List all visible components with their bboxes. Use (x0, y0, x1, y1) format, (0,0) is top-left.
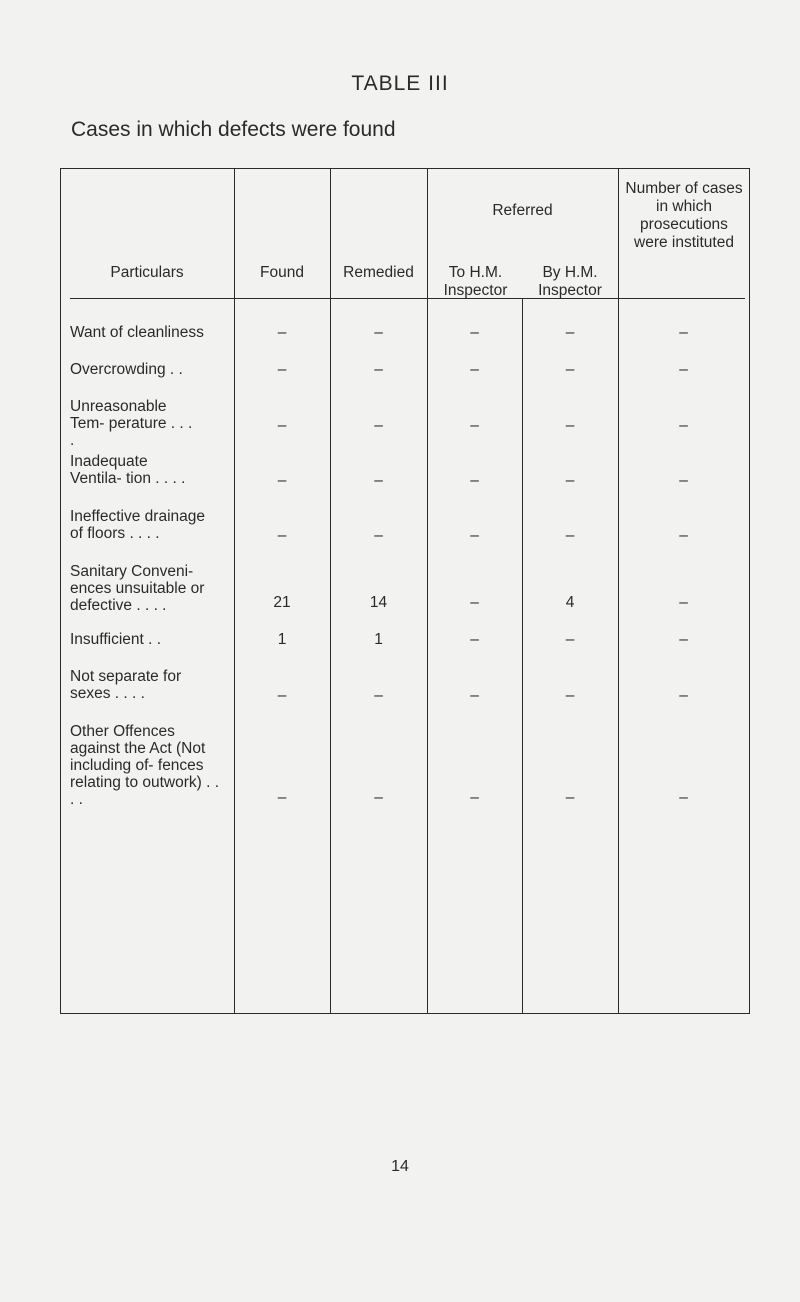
header-rule (70, 298, 745, 299)
header-referred: Referred (492, 202, 553, 219)
header-particulars: Particulars (110, 264, 184, 281)
row-label: Want of cleanliness (70, 324, 204, 341)
page-number: 14 (391, 1158, 409, 1175)
cell-found: 21 (273, 594, 291, 611)
cell-by-hm: – (565, 472, 575, 489)
col-rule-found (234, 168, 235, 1014)
cell-found: – (277, 527, 287, 544)
table-top-rule (60, 168, 750, 169)
cell-prosecutions: – (679, 687, 688, 704)
cell-by-hm: – (565, 687, 575, 704)
cell-remedied: – (374, 687, 383, 704)
cell-to-hm: – (470, 324, 479, 341)
cell-found: – (277, 324, 287, 341)
page-subtitle: Cases in which defects were found (71, 118, 396, 141)
cell-remedied: – (374, 789, 383, 806)
cell-found: 1 (277, 631, 287, 648)
cell-prosecutions: – (679, 417, 688, 434)
header-by-hm: By H.M. Inspector (538, 264, 602, 299)
cell-prosecutions: – (679, 527, 688, 544)
cell-to-hm: – (470, 789, 479, 806)
cell-found: – (277, 789, 287, 806)
col-rule-prosecutions (618, 168, 619, 1014)
cell-to-hm: – (470, 527, 479, 544)
cell-by-hm: – (565, 417, 575, 434)
cell-to-hm: – (470, 594, 479, 611)
cell-remedied: – (374, 527, 383, 544)
col-rule-remedied (330, 168, 331, 1014)
header-found: Found (260, 264, 304, 281)
row-label: Unreasonable Tem- perature . . . . (70, 398, 193, 449)
cell-prosecutions: – (679, 361, 688, 378)
cell-remedied: – (374, 472, 383, 489)
cell-to-hm: – (470, 417, 479, 434)
header-remedied: Remedied (343, 264, 414, 281)
cell-to-hm: – (470, 631, 479, 648)
row-label: Other Offences against the Act (Not including of- fences relating to outwork) . . . . (70, 723, 220, 808)
cell-prosecutions: – (679, 594, 688, 611)
cell-by-hm: 4 (565, 594, 575, 611)
cell-found: – (277, 417, 287, 434)
row-label: Ineffective drainage of floors . . . . (70, 508, 206, 542)
table-bottom-rule (60, 1013, 750, 1014)
row-label: Not separate for sexes . . . . (70, 668, 182, 702)
defects-table (60, 168, 750, 1016)
cell-found: – (277, 687, 287, 704)
col-rule-by-hm (522, 298, 523, 1014)
cell-remedied: 1 (374, 631, 383, 648)
cell-by-hm: – (565, 789, 575, 806)
cell-prosecutions: – (679, 472, 688, 489)
row-label: Sanitary Conveni- ences unsuitable or defective . . . . (70, 563, 205, 614)
row-label: Insufficient . . (70, 631, 162, 648)
cell-prosecutions: – (679, 324, 688, 341)
cell-remedied: – (374, 324, 383, 341)
cell-found: – (277, 361, 287, 378)
table-left-rule (60, 168, 61, 1014)
cell-prosecutions: – (679, 789, 688, 806)
table-right-rule (749, 168, 750, 1014)
cell-by-hm: – (565, 527, 575, 544)
cell-by-hm: – (565, 631, 575, 648)
row-label: Inadequate Ventila- tion . . . . (70, 453, 186, 487)
row-label: Overcrowding . . (70, 361, 183, 378)
cell-by-hm: – (565, 361, 575, 378)
cell-prosecutions: – (679, 631, 688, 648)
cell-remedied: – (374, 361, 383, 378)
cell-found: – (277, 472, 287, 489)
cell-to-hm: – (470, 472, 479, 489)
cell-to-hm: – (470, 687, 479, 704)
cell-remedied: 14 (369, 594, 388, 611)
header-prosecutions: Number of cases in which prosecutions were instituted (625, 180, 743, 251)
header-to-hm: To H.M. Inspector (443, 264, 508, 299)
cell-to-hm: – (470, 361, 479, 378)
cell-by-hm: – (565, 324, 575, 341)
page-title: TABLE III (351, 72, 449, 95)
cell-remedied: – (374, 417, 383, 434)
